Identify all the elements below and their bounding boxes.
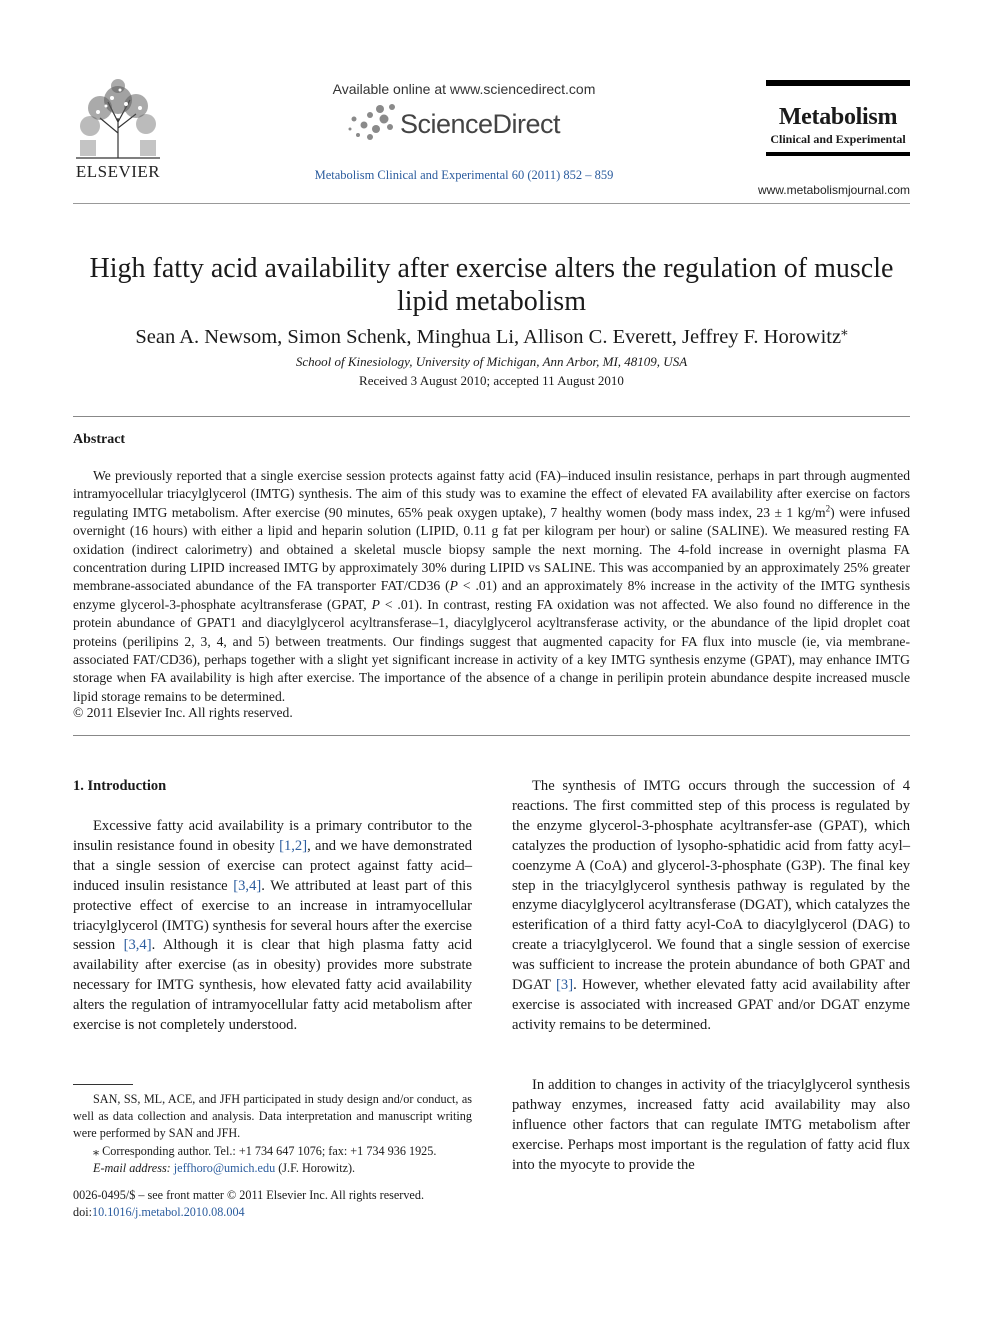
citation-link[interactable]: [3,4] [233, 877, 262, 894]
abstract-text: We previously reported that a single exercise session protects against fatty acid (FA)–induced insulin resistance, perhaps in part through augmented intramyocellular triacylglycerol (IMTG) synthesis. The aim of this study was to examine the effect of elevated FA availability after exercise on factors regulating IMTG metabolism. After exercise (90 minutes, 65% peak oxygen uptake), 7 healthy women (body mass index, 23 ± 1 $kg/m^2$) were infused overnight (16 hours) with either a lipid and heparin solution (LIPID, 0.11 g fat per kilogram per hour) or saline (SALINE). We measured resting FA oxidation (indirect calorimetry) and obtained a skeletal muscle biopsy sample the next morning. The 4-fold increase in overnight plasma FA concentration during LIPID increased IMTG by approximately 30% during LIPID vs SALINE. This was accompanied by an approximately 25% greater membrane-associated abundance of the FA transporter FAT/CD36 (P < .01) and an approximately 8% increase in the activity of the IMTG synthesis enzyme glycerol-3-phosphate acyltransferase (GPAT, P < .01). In contrast, resting FA oxidation was not affected. We also found no difference in the protein abundance of GPAT1 and diacylglycerol acyltransferase–1, diacylglycerol acyltransferase activity, or the abundance of the lipid droplet coat proteins (perilipins 2, 3, 4, and 5) between treatments. Our findings suggest that augmented capacity for FA flux into muscle (ie, via membrane-associated FAT/CD36), perhaps together with a slight yet significant increase in activity of a key IMTG synthesis enzyme (GPAT), may enhance IMTG storage when FA availability is high after exercise. The importance of the absence of a change in perilipin protein abundance despite increased muscle lipid storage remains to be determined. [73, 468, 910, 704]
intro-paragraph-2: The synthesis of IMTG occurs through the succession of 4 reactions. The first committed step of this process is regulated by the enzyme glycerol-3-phosphate acyltransfer-ase (GPAT), which catalyzes the production of lysopho-sphatidic acid from fatty acyl–coenzyme A (CoA) and glycerol-3-phosphate (G3P). The final key step in the triacylglycerol synthesis pathway is regulated by the enzyme diacylglycerol acyltransferase (DGAT), which catalyzes the esterification of a third fatty acyl-CoA to diacylglycerol (DAG) to create a triacylglycerol. We found that a single session of exercise was sufficient to increase the protein abundance of both GPAT and DGAT [3]. However, whether elevated fatty acid availability after exercise is associated with increased GPAT and/or DGAT enzyme activity remains to be determined. [512, 778, 910, 1033]
issn-doi-block [73, 1187, 472, 1221]
email-link[interactable]: jeffhoro@umich.edu [173, 1160, 276, 1175]
citation-link[interactable]: [3,4] [123, 937, 152, 954]
issn-line: 0026-0495/$ – see front matter © 2011 Elsevier Inc. All rights reserved. [73, 1188, 424, 1202]
header-divider [73, 203, 910, 204]
section-heading-introduction: 1. Introduction [73, 778, 167, 794]
footnotes [73, 1091, 472, 1177]
journal-url[interactable]: www.metabolismjournal.com [757, 183, 910, 197]
author-affiliation: School of Kinesiology, University of Michigan, Ann Arbor, MI, 48109, USA [295, 354, 688, 369]
corresponding-author-mark[interactable]: ⁎ [841, 323, 848, 338]
footnote-email: E-mail address: jeffhoro@umich.edu (J.F. Horowitz). [93, 1160, 356, 1175]
journal-citation-link[interactable]: Metabolism Clinical and Experimental 60 (2011) 852 – 859 [314, 168, 614, 182]
abstract-heading: Abstract [73, 432, 126, 447]
doi-line: doi:10.1016/j.metabol.2010.08.004 [73, 1205, 245, 1220]
citation-link[interactable]: [3] [556, 977, 574, 994]
citation-link[interactable]: [1,2] [279, 837, 308, 854]
elsevier-wordmark: ELSEVIER [75, 162, 161, 181]
journal-brand-title: Metabolism [778, 104, 898, 130]
abstract-divider-top [73, 416, 910, 417]
footnote-contributions: SAN, SS, ML, ACE, and JFH participated in study design and/or conduct, as well as data collection and analysis. Data interpretation and manuscript writing were performed by SAN and JFH. [73, 1092, 472, 1141]
sciencedirect-dots-icon [346, 103, 400, 143]
sciencedirect-wordmark: ScienceDirect [400, 109, 561, 139]
journal-brand-rule-bottom [766, 152, 910, 156]
author-names: Sean A. Newsom, Simon Schenk, Minghua Li, Allison C. Everett, Jeffrey F. Horowitz [135, 325, 842, 348]
abstract-copyright: © 2011 Elsevier Inc. All rights reserved. [73, 705, 293, 720]
doi-link[interactable]: 10.1016/j.metabol.2010.08.004 [91, 1205, 245, 1220]
journal-brand-subtitle: Clinical and Experimental [770, 132, 906, 146]
footnote-corresponding: ⁎ Corresponding author. Tel.: +1 734 647 1076; fax: +1 734 936 1925. [93, 1143, 437, 1158]
elsevier-tree-icon [70, 78, 166, 160]
journal-brand-rule-top [766, 80, 910, 86]
article-title: High fatty acid availability after exercise alters the regulation of muscle lipid metabolism [89, 253, 894, 317]
intro-paragraph-3: In addition to changes in activity of the triacylglycerol synthesis pathway enzymes, increased fatty acid availability may also influence other factors that can regulate IMTG metabolism after exercise. Perhaps most important is the regulation of fatty acid flux into the myocyte to provide the [512, 1077, 910, 1173]
available-online-text: Available online at www.sciencedirect.com [332, 81, 596, 97]
intro-paragraph-1: Excessive fatty acid availability is a primary contributor to the insulin resistance found in obesity [1,2], and we have demonstrated that a single session of exercise can protect against fatty acid–induced insulin resistance [3,4]. We attributed at least part of this protective effect of exercise to an increase in intramyocellular triacylglycerol (IMTG) synthesis for several hours after the exercise session [3,4]. Although it is clear that high plasma fatty acid availability after exercise (as in obesity) provides more substrate necessary for IMTG synthesis, how elevated fatty acid availability alters the regulation of intramyocellular fatty acid metabolism after exercise is not completely understood. [73, 818, 473, 1034]
sciencedirect-logo[interactable] [346, 103, 586, 143]
footnote-divider [73, 1084, 133, 1085]
received-dates: Received 3 August 2010; accepted 11 August 2010 [359, 373, 624, 388]
elsevier-logo [70, 78, 166, 180]
author-list [73, 323, 910, 349]
abstract-divider-bottom [73, 735, 910, 736]
